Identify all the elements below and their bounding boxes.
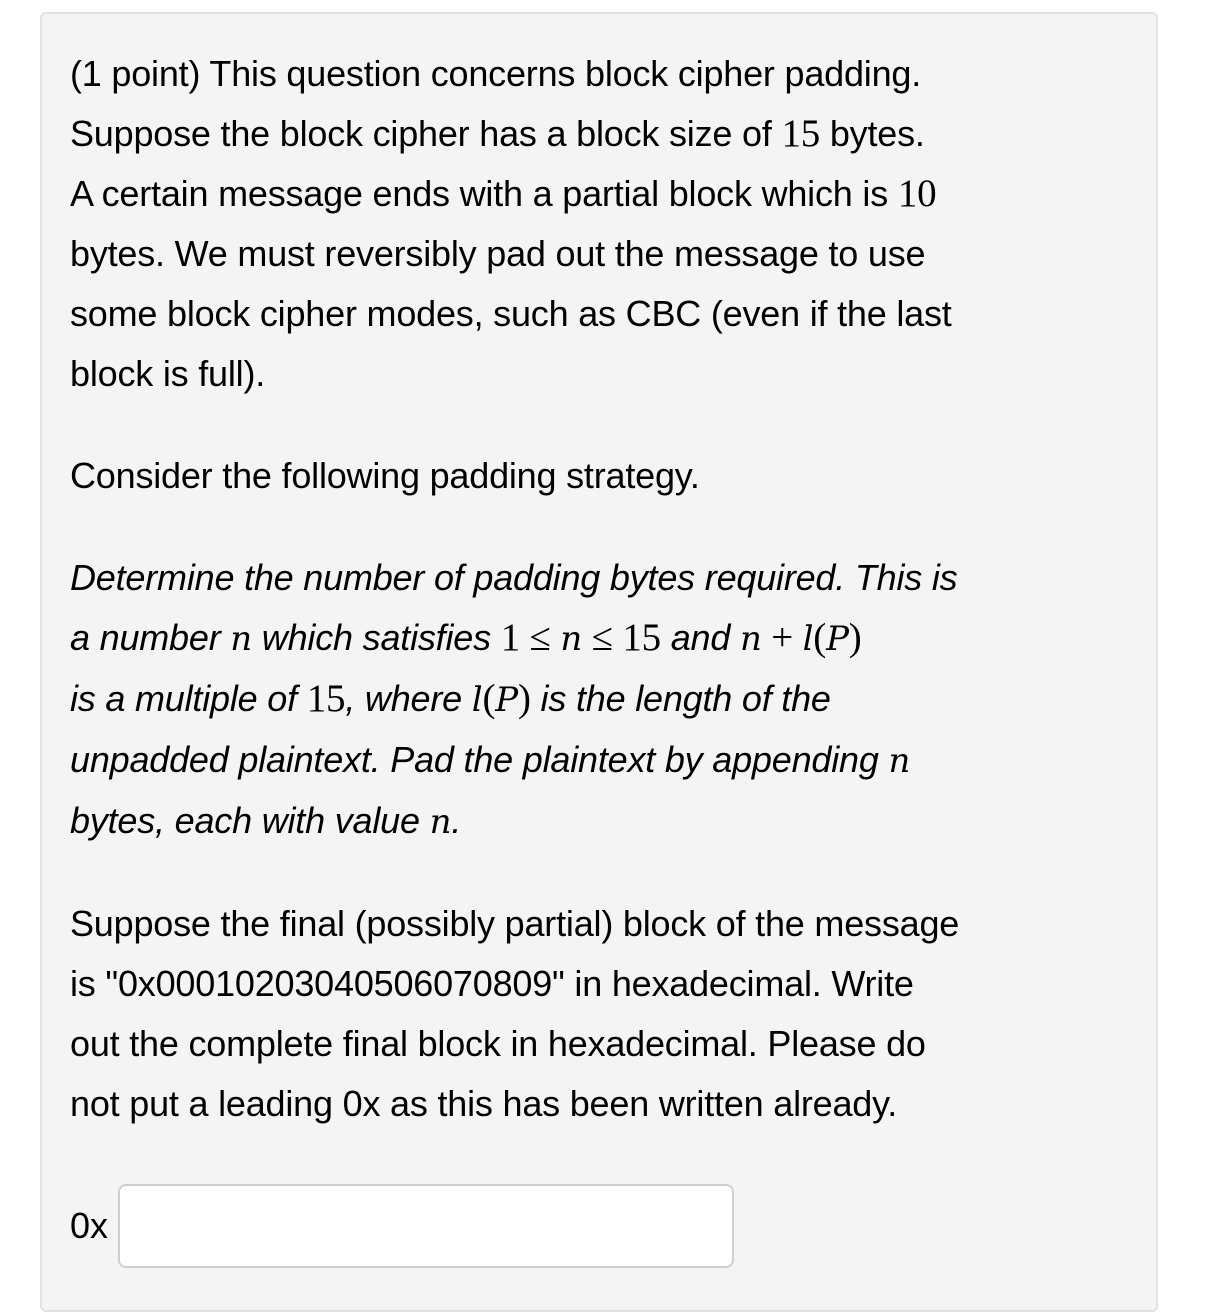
math-segment: ( [813,616,827,659]
text-segment: is a multiple of [70,678,307,719]
math-segment: 15 [306,677,346,720]
math-segment: P [495,680,518,720]
text-segment: bytes. We must reversibly pad out the message to use [70,233,926,274]
math-segment: n [230,619,252,659]
text-line [70,791,1140,852]
answer-prefix-label: 0x [70,1205,109,1246]
text-line [70,344,1140,404]
text-line [70,894,1140,954]
text-segment: , where [345,678,472,719]
math-segment: 1 ≤ [500,616,561,659]
text-line [70,224,1140,284]
text-line [70,104,1140,164]
math-segment: ) [848,616,862,659]
math-segment: n [888,741,911,781]
question-card [40,12,1158,1312]
question-paragraph [70,446,1140,506]
math-segment: n [740,619,762,659]
text-segment: is the length of the [530,678,831,719]
text-line [70,669,1140,730]
text-line [70,44,1140,104]
text-segment: bytes, each with value [70,800,430,841]
text-line [70,1014,1140,1074]
math-segment: 10 [897,172,937,215]
text-segment: and [660,617,740,658]
math-segment: n [560,619,583,659]
text-segment: bytes. [820,113,925,154]
text-segment: Consider the following padding strategy. [70,455,700,496]
math-segment: l [802,619,814,659]
text-segment: Suppose the final (possibly partial) block of the message [70,903,960,944]
math-segment: ) [517,677,531,720]
math-segment: n [429,802,452,842]
text-line [70,548,1140,608]
math-segment: ( [482,677,496,720]
text-segment: out the complete final block in hexadecimal. Please do [70,1023,926,1064]
text-segment: unpadded plaintext. Pad the plaintext by appending [70,739,889,780]
question-paragraph [70,894,1140,1134]
text-segment: A certain message ends with a partial block which is [70,173,898,214]
text-line [70,1074,1140,1134]
answer-row [70,1184,734,1268]
text-line [70,730,1140,791]
text-segment: is "0x00010203040506070809" in hexadecimal. Write [70,963,914,1004]
text-segment: (1 point) This question concerns block cipher padding. [70,53,922,94]
text-line [70,164,1140,224]
answer-input[interactable] [118,1184,734,1268]
text-line [70,284,1140,344]
question-text [70,44,1140,1176]
text-segment: not put a leading 0x as this has been written already. [70,1083,898,1124]
math-segment: ≤ 15 [582,616,661,659]
math-segment: l [471,680,483,720]
question-paragraph [70,44,1140,404]
math-segment: + [761,616,803,659]
text-segment: a number [70,617,231,658]
text-segment: which satisfies [252,617,501,658]
text-segment: Suppose the block cipher has a block size of [70,113,782,154]
text-segment: . [451,800,462,841]
math-segment: 15 [781,112,821,155]
text-segment: block is full). [70,353,266,394]
text-segment: some block cipher modes, such as CBC (even if the last [70,293,952,334]
text-line [70,446,1140,506]
question-paragraph [70,548,1140,852]
text-segment: Determine the number of padding bytes required. This is [70,557,958,598]
text-line [70,954,1140,1014]
math-segment: P [826,619,849,659]
text-line [70,608,1140,669]
